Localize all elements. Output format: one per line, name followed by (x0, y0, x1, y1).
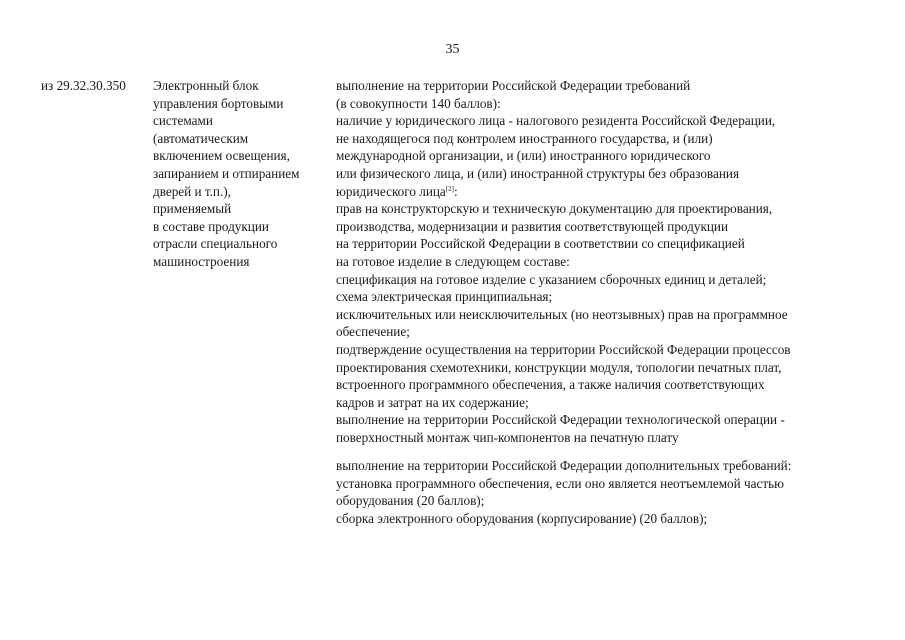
requirement-line: наличие у юридического лица - налогового резидента Российской Федерации, (336, 113, 776, 129)
requirement-line-suffix: : (453, 183, 458, 199)
requirement-line-text: юридического лица (336, 183, 446, 199)
requirement-line: подтверждение осуществления на территории Российской Федерации процессов (336, 341, 791, 357)
requirement-line: оборудования (20 баллов); (336, 493, 485, 509)
requirement-line-with-footnote (336, 183, 896, 201)
requirement-line: выполнение на территории Российской Федерации технологической операции - (336, 412, 785, 428)
requirement-line: спецификация на готовое изделие с указанием сборочных единиц и деталей; (336, 271, 767, 287)
product-name-line: в составе продукции (153, 218, 269, 234)
requirement-line: обеспечение; (336, 324, 410, 340)
product-name-line: отрасли специального (153, 236, 278, 252)
requirement-line: на территории Российской Федерации в соответствии со спецификацией (336, 236, 745, 252)
product-name-line: системами (153, 113, 213, 129)
product-name-line: управления бортовыми (153, 95, 284, 111)
product-name (153, 77, 328, 271)
product-name-line: применяемый (153, 201, 232, 217)
page-number: 35 (445, 42, 460, 57)
requirement-line: сборка электронного оборудования (корпусирование) (20 баллов); (336, 510, 708, 526)
requirements-additional (336, 457, 896, 527)
requirement-line: установка программного обеспечения, если оно является неотъемлемой частью (336, 475, 784, 491)
product-name-line: машиностроения (153, 253, 250, 269)
product-name-line: запиранием и отпиранием (153, 165, 300, 181)
requirement-line: международной организации, и (или) иностранного юридического (336, 148, 711, 164)
product-name-line: Электронный блок (153, 78, 259, 93)
requirement-line: или физического лица, и (или) иностранной структуры без образования (336, 165, 740, 181)
product-name-line: включением освещения, (153, 148, 290, 164)
requirement-line: встроенного программного обеспечения, а также наличия соответствующих (336, 377, 765, 393)
requirement-line: прав на конструкторскую и техническую документацию для проектирования, (336, 201, 773, 217)
product-code: из 29.32.30.350 (41, 78, 126, 93)
requirement-line: выполнение на территории Российской Федерации дополнительных требований: (336, 458, 792, 473)
requirement-line: выполнение на территории Российской Федерации требований (336, 78, 691, 93)
requirement-line: схема электрическая принципиальная; (336, 289, 553, 305)
requirements-main (336, 77, 896, 446)
requirement-line: проектирования схемотехники, конструкции модуля, топологии печатных плат, (336, 359, 782, 375)
requirement-line: поверхностный монтаж чип-компонентов на печатную плату (336, 429, 679, 445)
footnote-reference[interactable]: [2] (445, 184, 454, 193)
product-name-line: дверей и т.п.), (153, 183, 231, 199)
product-name-line: (автоматическим (153, 130, 249, 146)
requirement-line: (в совокупности 140 баллов): (336, 95, 501, 111)
requirement-line: кадров и затрат на их содержание; (336, 394, 529, 410)
requirement-line: производства, модернизации и развития соответствующей продукции (336, 218, 729, 234)
requirement-line: на готовое изделие в следующем составе: (336, 253, 570, 269)
requirement-line: исключительных или неисключительных (но неотзывных) прав на программное (336, 306, 788, 322)
requirement-line: не находящегося под контролем иностранного государства, и (или) (336, 130, 713, 146)
